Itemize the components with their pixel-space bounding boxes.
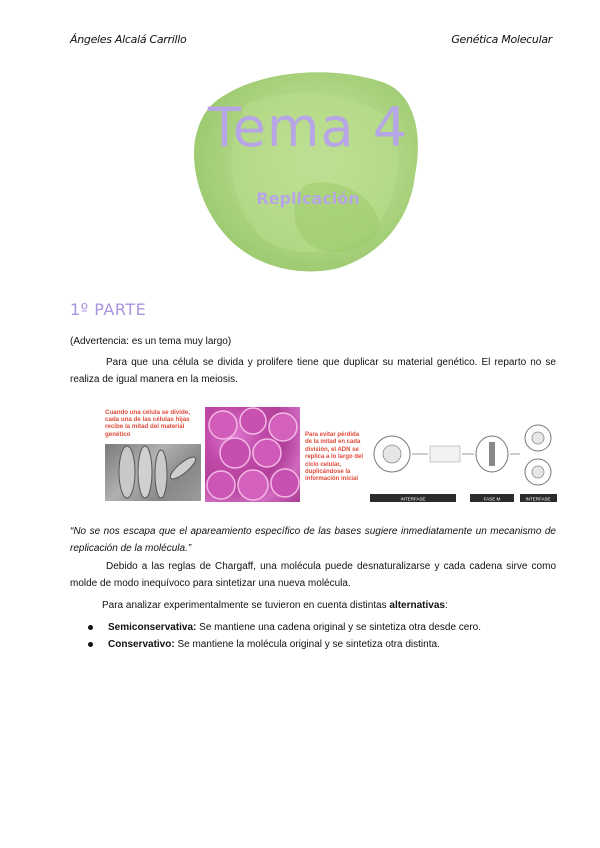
section-title: 1º PARTE bbox=[70, 300, 147, 319]
figure-caption-right: Para evitar pérdida de la mitad en cada división, el ADN se replica a lo largo del ciclo celular, duplicándose la información inicial bbox=[305, 432, 364, 483]
header-author: Ángeles Alcalá Carrillo bbox=[70, 33, 187, 46]
bullet-icon bbox=[88, 625, 93, 630]
paragraph-intro: Para que una célula se divida y prolifere tiene que duplicar su material genético. El reparto no se realiza de igual manera en la meiosis. bbox=[70, 357, 556, 385]
cell-cycle-diagram bbox=[370, 412, 557, 502]
figure-caption-left: Cuando una célula se divide, cada una de las células hijas recibe la mitad del material genético bbox=[105, 409, 190, 438]
list-item bbox=[88, 619, 558, 636]
cycle-label-m-phase: FASE M bbox=[483, 496, 501, 502]
alternative-term: Semiconservativa: bbox=[108, 622, 197, 633]
cell-division-figure bbox=[105, 407, 557, 502]
cover-title: Tema 4 bbox=[207, 96, 409, 159]
alternatives-list bbox=[88, 619, 558, 653]
cover-subtitle: Replicación bbox=[256, 189, 360, 208]
quote-text: “No se nos escapa que el apareamiento específico de las bases sugiere inmediatamente un mecanismo de replicación de la molécula.” bbox=[70, 526, 556, 554]
cells-micrograph bbox=[205, 407, 300, 502]
header-subject: Genética Molecular bbox=[451, 33, 552, 46]
diatom-micrograph bbox=[105, 444, 201, 501]
alternative-desc: Se mantiene la molécula original y se sintetiza otra distinta. bbox=[174, 639, 440, 650]
cycle-label-interphase-2: INTERFASE bbox=[525, 496, 551, 502]
alternatives-keyword: alternativas bbox=[389, 600, 445, 611]
paragraph-chargaff: Debido a las reglas de Chargaff, una molécula puede desnaturalizarse y cada cadena sirve como molde de modo inequívoco para sintetizar una nueva molécula. bbox=[70, 561, 556, 589]
alternative-term: Conservativo: bbox=[108, 639, 175, 650]
bullet-icon bbox=[88, 642, 93, 647]
warning-text: (Advertencia: es un tema muy largo) bbox=[70, 336, 232, 347]
list-item bbox=[88, 636, 558, 653]
cycle-label-interphase: INTERFASE bbox=[400, 496, 426, 502]
paragraph-alternatives bbox=[70, 597, 556, 614]
diatom-panel bbox=[105, 407, 201, 502]
alternative-desc: Se mantiene una cadena original y se sintetiza otra desde cero. bbox=[196, 622, 482, 633]
alternatives-lead: Para analizar experimentalmente se tuvieron en cuenta distintas bbox=[102, 600, 390, 611]
alternatives-colon: : bbox=[444, 600, 448, 611]
